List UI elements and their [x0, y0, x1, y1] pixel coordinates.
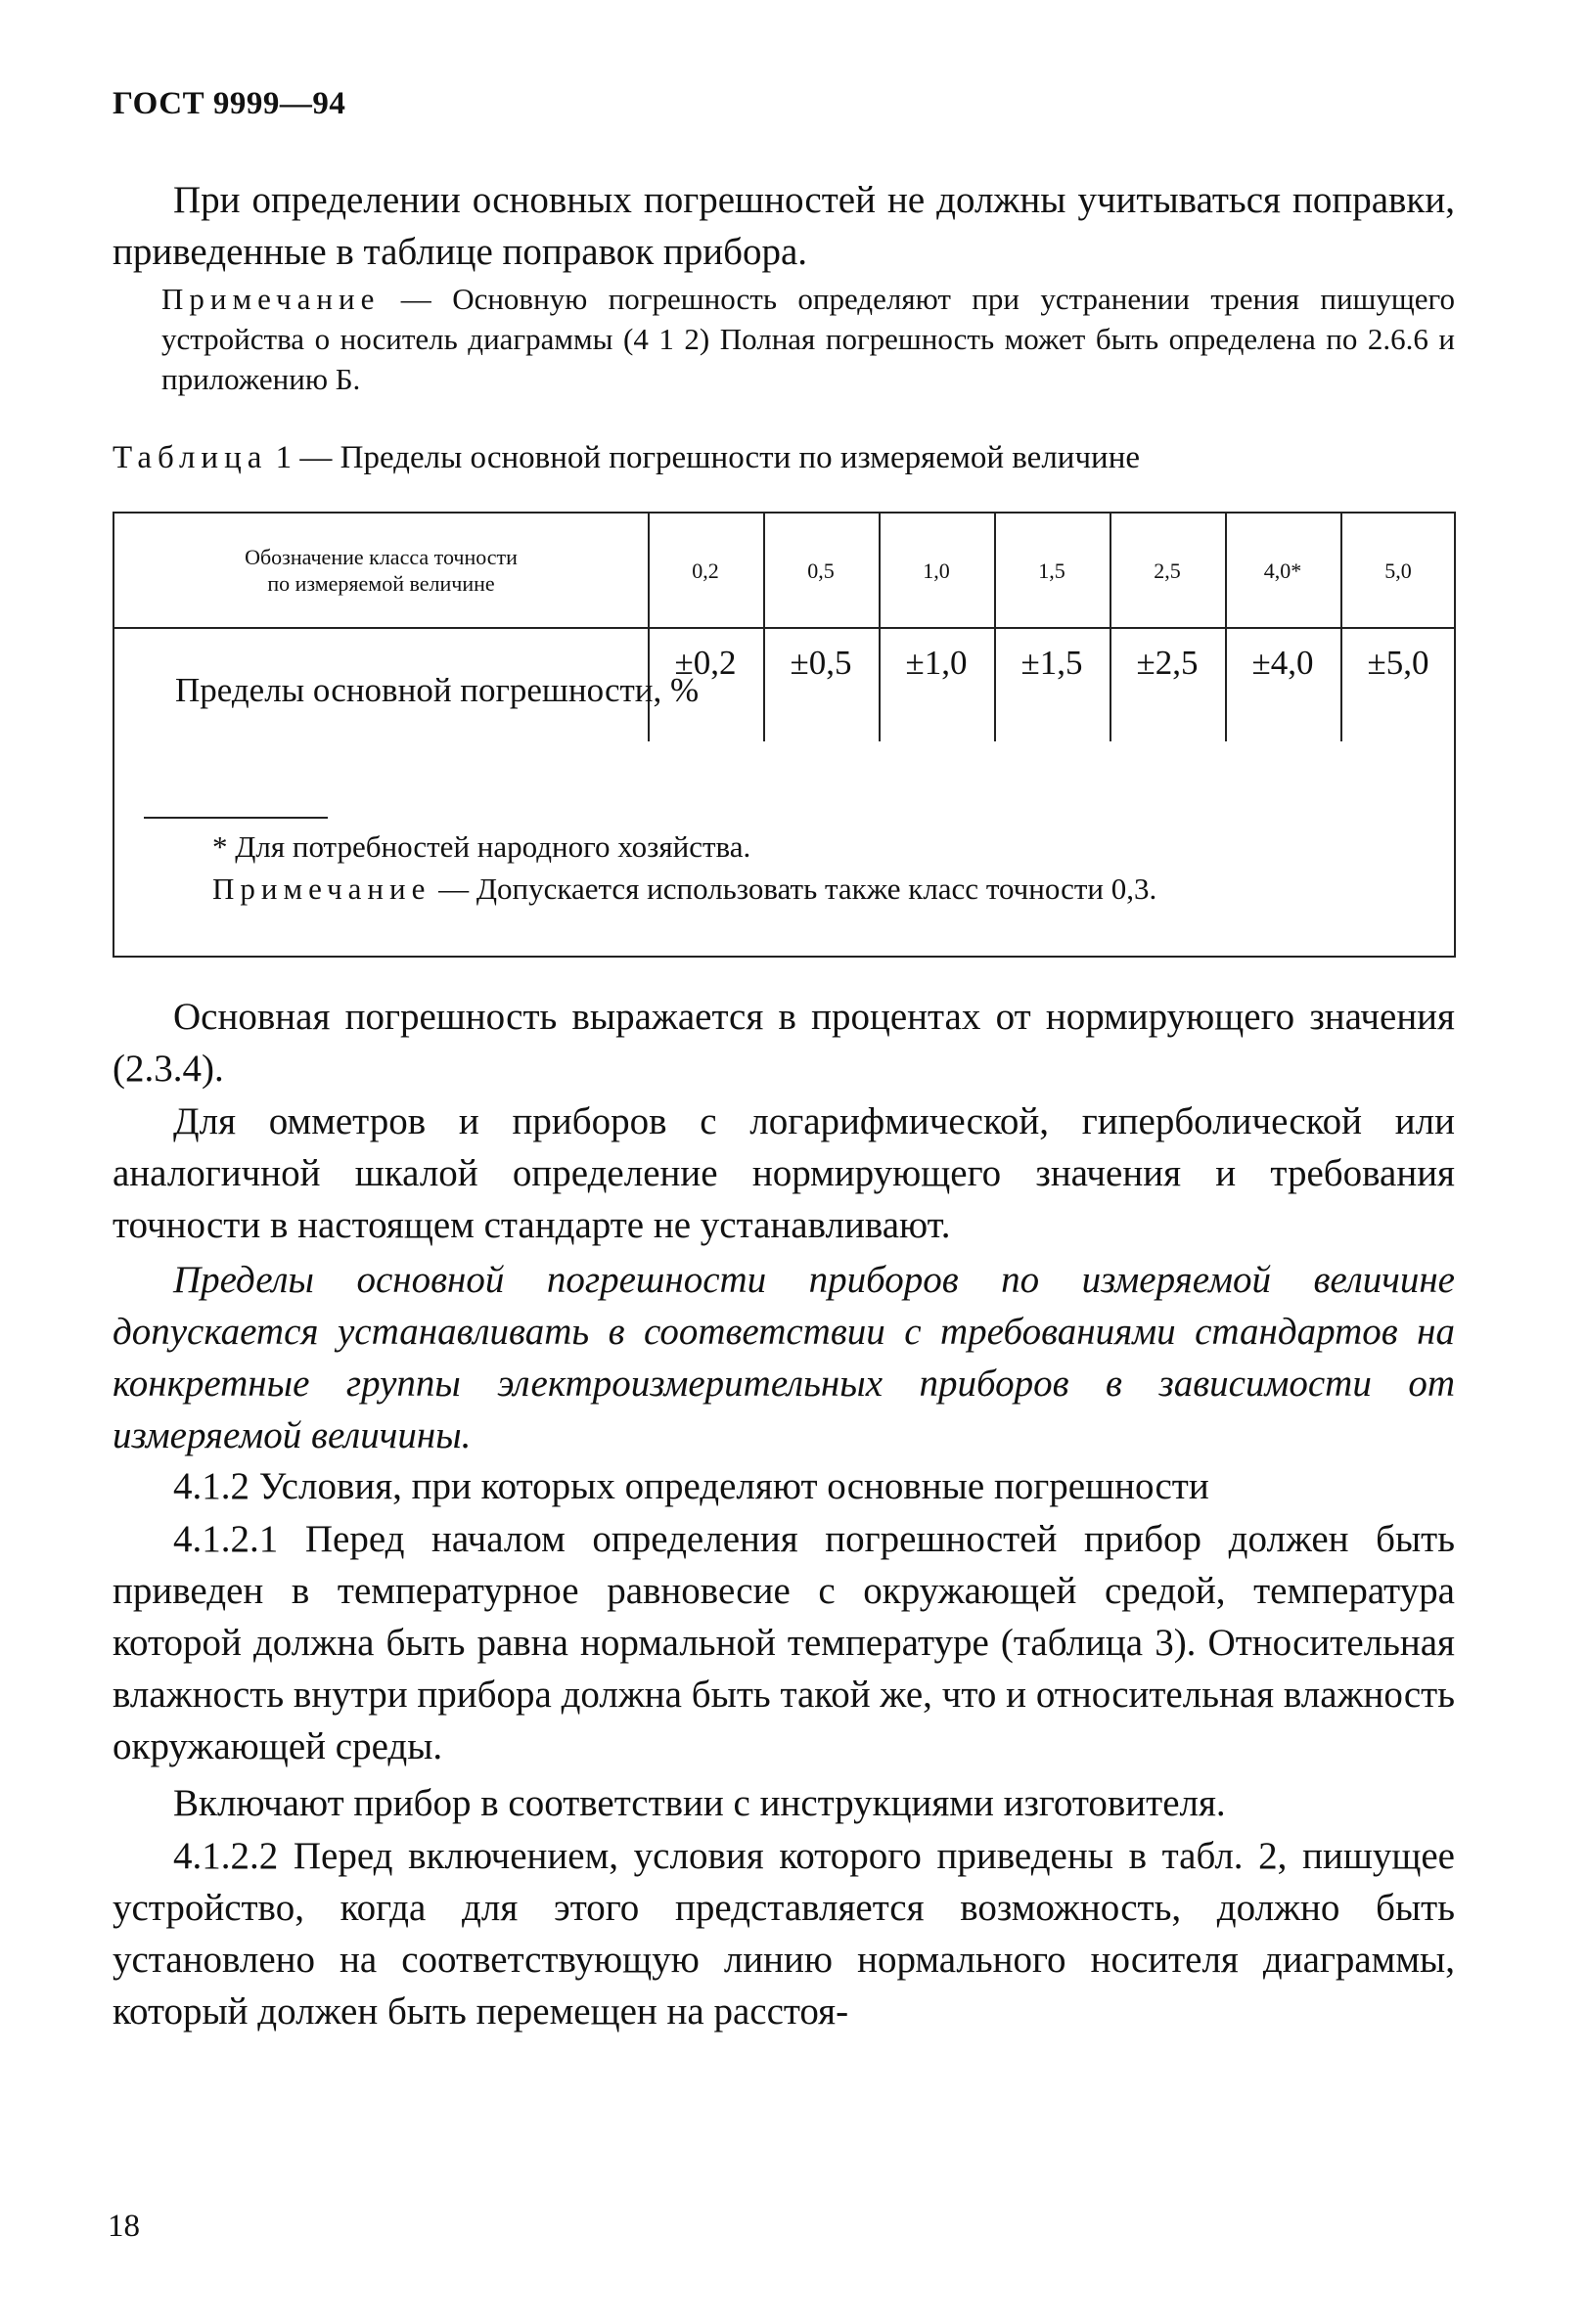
class-cell: 1,0: [923, 558, 950, 583]
table-title-text: 1 — Пределы основной погрешности по измеряемой величине: [267, 440, 1141, 475]
limit-cell: ±2,5: [1136, 644, 1199, 682]
paragraph-ohmmeters: Для омметров и приборов с логарифмической, гиперболической или аналогичной шкалой определение нормирующего значения и требования точности в настоящем стандарте не устанавливают.: [113, 1100, 1455, 1246]
paragraph-4-1-2-1: 4.1.2.1 Перед началом определения погрешностей прибор должен быть приведен в температурное равновесие с окружающей средой, температура которой должна быть равна нормальной температуре (таблица 3). Относительная влажность внутри прибора должна быть такой же, что и относительная влажность окружающей среды.: [113, 1518, 1455, 1767]
paragraph-switch-on: Включают прибор в соответствии с инструкциями изготовителя.: [173, 1782, 1226, 1824]
table-title: [113, 440, 1140, 476]
limit-cell: ±1,0: [905, 644, 968, 682]
table-title-label: Таблица: [113, 440, 268, 475]
class-cell: 0,5: [807, 558, 835, 583]
row-label: Пределы основной погрешности, %: [175, 671, 700, 709]
footnote-rule: [144, 817, 328, 819]
paragraph-4-1-2: 4.1.2 Условия, при которых определяют основные погрешности: [173, 1465, 1209, 1507]
table-note-label: Примечание: [212, 872, 431, 906]
note-label: Примечание: [161, 282, 381, 316]
note-basic-error: [161, 279, 1455, 399]
page-number: 18: [108, 2209, 140, 2244]
header-label-line2: по измеряемой величине: [267, 571, 495, 596]
class-cell: 0,2: [692, 558, 719, 583]
limit-cell: ±4,0: [1251, 644, 1314, 682]
accuracy-table: [113, 512, 1456, 958]
table-note: [212, 872, 1156, 907]
limit-cell: ±5,0: [1367, 644, 1429, 682]
class-cell: 4,0*: [1263, 558, 1302, 583]
table-footnote: * Для потребностей народного хозяйства.: [212, 829, 751, 864]
note-text: — Основную погрешность определяют при устранении трения пишущего устройства о носитель диаграммы (4 1 2) Полная погрешность может быть определена по 2.6.6 и приложению Б.: [161, 282, 1455, 396]
table-note-text: — Допускается использовать также класс точности 0,3.: [430, 872, 1157, 906]
paragraph-italic-limits: Пределы основной погрешности приборов по измеряемой величине допускается устанавливать в соответствии с требованиями стандартов на конкретные группы электроизмерительных приборов в зависимости от измеряемой величины.: [113, 1259, 1455, 1456]
document-header: ГОСТ 9999—94: [113, 86, 346, 121]
paragraph-corrections: При определении основных погрешностей не должны учитываться поправки, приведенные в таблице поправок прибора.: [113, 179, 1455, 273]
class-cell: 1,5: [1038, 558, 1065, 583]
table-header-divider: [114, 627, 1454, 629]
class-cell: 2,5: [1154, 558, 1181, 583]
paragraph-4-1-2-2: 4.1.2.2 Перед включением, условия которого приведены в табл. 2, пишущее устройство, когда для этого представляется возможность, должно быть установлено на соответствующую линию нормального носителя диаграммы, который должен быть перемещен на расстоя-: [113, 1835, 1455, 2033]
limit-cell: ±0,5: [790, 644, 852, 682]
limit-cell: ±0,2: [674, 644, 737, 682]
header-label-line1: Обозначение класса точности: [245, 545, 518, 569]
paragraph-normalizing-value: Основная погрешность выражается в процентах от нормирующего значения (2.3.4).: [113, 996, 1455, 1090]
class-cell: 5,0: [1384, 558, 1412, 583]
limit-cell: ±1,5: [1020, 644, 1083, 682]
table-header-label: [114, 514, 648, 627]
